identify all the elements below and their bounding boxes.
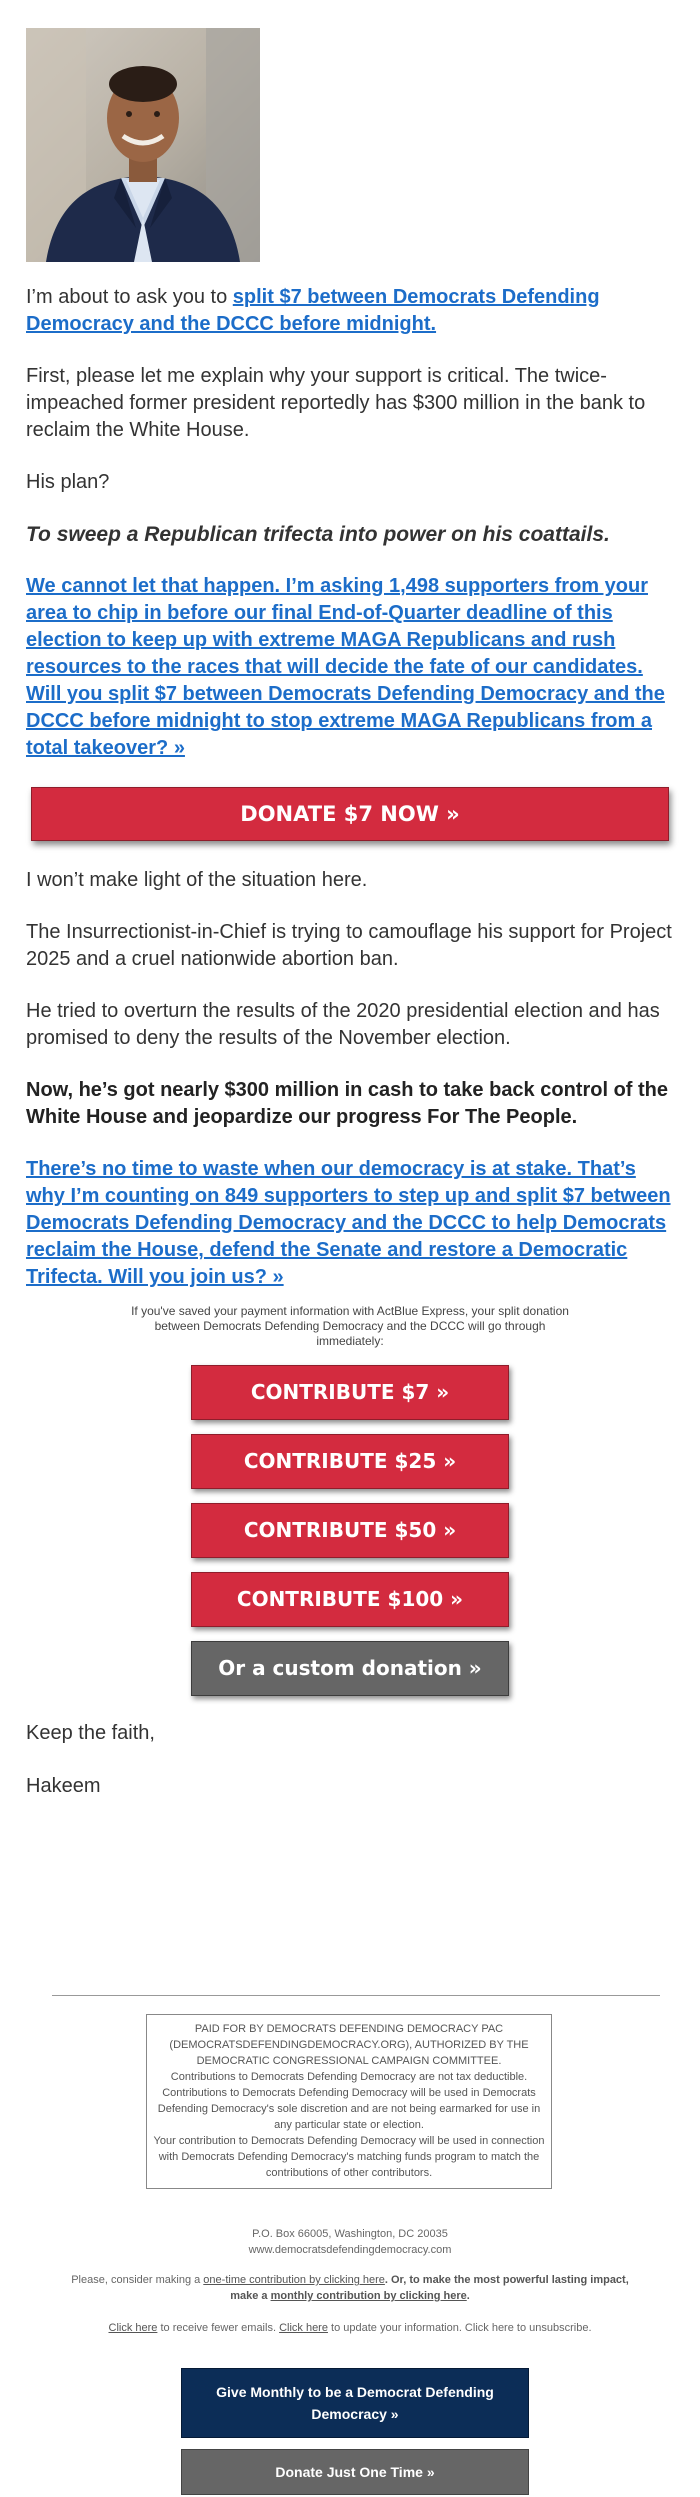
disclaimer-box [146,2014,552,2189]
hakeem-portrait [26,28,260,262]
actblue-note: If you've saved your payment information with ActBlue Express, your split donation between Democrats Defending Democracy and the DCCC will go through immediately: [131,1304,569,1348]
donate-7-now-button[interactable]: DONATE $7 NOW » [31,787,669,841]
consider-text [70,2272,630,2304]
consider-middle: . Or, to make the most powerful lasting impact, make a [230,2274,629,2302]
paragraph-overturn: He tried to overturn the results of the 2020 presidential election and has promised to deny the results of the November election. [26,1000,660,1049]
contribute-7-button[interactable]: CONTRIBUTE $7 » [191,1365,509,1420]
link-paragraph-2[interactable]: There’s no time to waste when our democracy is at stake. That’s why I’m counting on 849 supporters to step up and split $7 between Democrats Defending Democracy and the DCCC to help Democrats reclaim the House, defend the Senate and restore a Democratic Trifecta. Will you join us? » [26,1158,671,1288]
email-preferences-text [0,2320,700,2336]
intro-paragraph [26,284,674,338]
paragraph-light: I won’t make light of the situation here. [26,869,368,891]
website: www.democratsdefendingdemocracy.com [248,2244,452,2256]
link-paragraph-1-wrap [26,573,674,762]
po-box: P.O. Box 66005, Washington, DC 20035 [252,2228,448,2240]
custom-donation-button[interactable]: Or a custom donation » [191,1641,509,1696]
matching-text: Your contribution to Democrats Defending Democracy will be used in connection with Democrats Defending Democracy's matching funds program to match the contributions of other contributors. [153,2135,545,2179]
one-time-contribution-link[interactable]: one-time contribution by clicking here [203,2274,385,2286]
paragraph-sweep: To sweep a Republican trifecta into power on his coattails. [26,523,610,546]
paragraph-bold: Now, he’s got nearly $300 million in cash to take back control of the White House and jeopardize our progress For The People. [26,1079,669,1128]
contribute-50-button[interactable]: CONTRIBUTE $50 » [191,1503,509,1558]
not-deductible-text: Contributions to Democrats Defending Democracy are not tax deductible. [170,2071,528,2083]
fewer-text: to receive fewer emails. [157,2322,280,2334]
paragraph-insurrection: The Insurrectionist-in-Chief is trying to camouflage his support for Project 2025 and a cruel nationwide abortion ban. [26,921,672,970]
signature: Hakeem [26,1775,101,1797]
consider-prefix: Please, consider making a [71,2274,204,2286]
update-info-link[interactable]: Click here [279,2322,328,2334]
paragraph-first: First, please let me explain why your support is critical. The twice-impeached former president reportedly has $300 million in the bank to reclaim the White House. [26,365,646,441]
link-paragraph-2-wrap [26,1156,674,1291]
contribute-25-button[interactable]: CONTRIBUTE $25 » [191,1434,509,1489]
footer-divider [52,1995,660,1996]
link-paragraph-1[interactable]: We cannot let that happen. I’m asking 1,498 supporters from your area to chip in before our final End-of-Quarter deadline of this election to keep up with extreme MAGA Republicans and rush resources to the races that will decide the fate of our candidates. Will you split $7 between Democrats Defending Democracy and the DCCC before midnight to stop extreme MAGA Republicans from a total takeover? » [26,575,665,759]
signoff-block [26,1720,674,1800]
paid-for-text: PAID FOR BY DEMOCRATS DEFENDING DEMOCRACY PAC (DEMOCRATSDEFENDINGDEMOCRACY.ORG), AUTHORIZED BY THE DEMOCRATIC CONGRESSIONAL CAMPAIGN COMMITTEE. [169,2023,529,2067]
intro-prefix: I’m about to ask you to [26,286,233,308]
split-donation-link[interactable]: split $7 between Democrats Defending Democracy and the DCCC before midnight. [26,286,600,335]
monthly-contribution-link[interactable]: monthly contribution by clicking here [270,2290,467,2302]
give-monthly-button[interactable]: Give Monthly to be a Democrat Defending Democracy » [181,2368,529,2438]
contribute-100-button[interactable]: CONTRIBUTE $100 » [191,1572,509,1627]
consider-suffix: . [466,2290,470,2302]
update-text: to update your information. Click here to unsubscribe. [327,2322,592,2334]
fewer-emails-link[interactable]: Click here [108,2322,158,2334]
signoff-text: Keep the faith, [26,1722,155,1744]
address-block [0,2226,700,2258]
discretion-text: Contributions to Democrats Defending Democracy will be used in Democrats Defending Democracy's sole discretion and are not being earmarked for use in any particular state or election. [157,2087,541,2131]
paragraph-plan: His plan? [26,471,110,493]
donate-one-time-button[interactable]: Donate Just One Time » [181,2449,529,2495]
